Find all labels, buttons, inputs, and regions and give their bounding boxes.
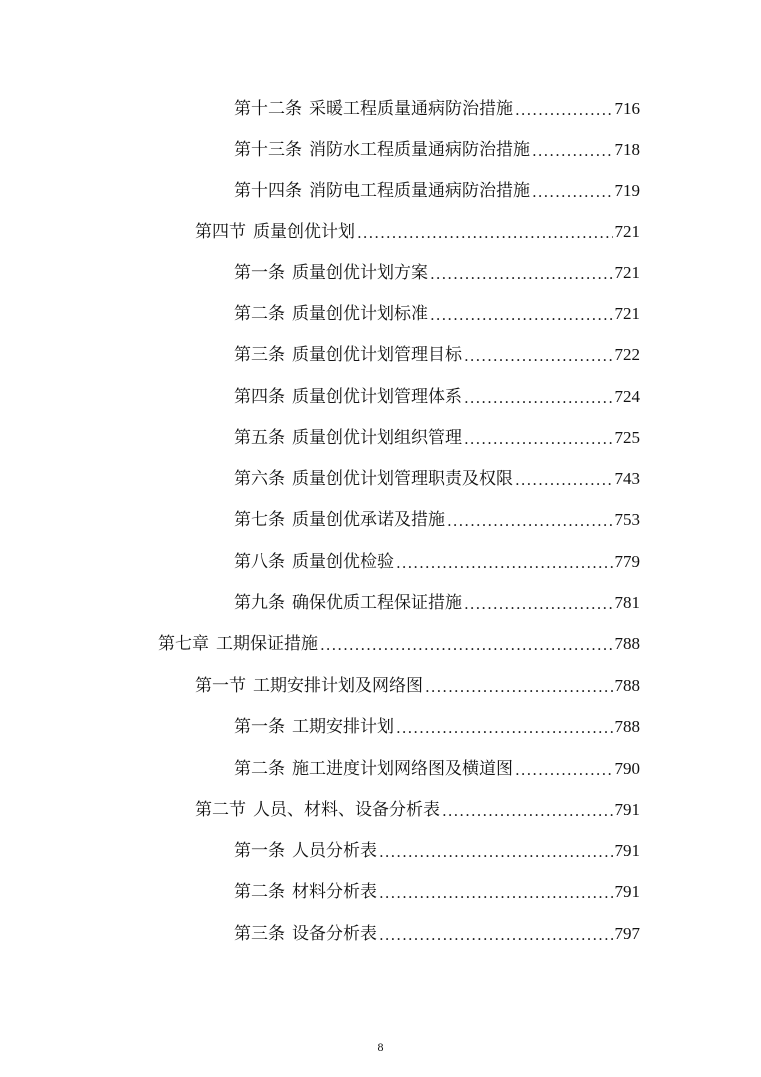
toc-entry-page: 788	[614, 634, 640, 653]
toc-entry-page: 722	[614, 345, 640, 364]
toc-entry-number: 第三条	[234, 345, 285, 365]
toc-entry[interactable]	[234, 588, 640, 614]
toc-entry-title: 采暖工程质量通病防治措施	[309, 99, 513, 119]
dot-leader	[515, 100, 613, 120]
toc-entry-title: 工期安排计划	[292, 717, 394, 737]
dot-leader	[442, 801, 613, 821]
toc-entry-number: 第一条	[234, 717, 285, 737]
toc-entry-page: 743	[614, 469, 640, 488]
toc-entry-page: 724	[614, 387, 640, 406]
toc-entry-number: 第七章	[158, 634, 209, 654]
dot-leader	[430, 264, 613, 284]
dot-leader	[379, 925, 613, 945]
toc-entry-title: 消防水工程质量通病防治措施	[309, 140, 530, 160]
dot-leader	[464, 429, 613, 449]
toc-entry-number: 第一条	[234, 263, 285, 283]
dot-leader	[447, 511, 613, 531]
dot-leader	[532, 182, 613, 202]
toc-entry-title: 质量创优计划管理体系	[292, 387, 462, 407]
toc-entry-number: 第十二条	[234, 99, 302, 119]
toc-entry-title: 质量创优计划组织管理	[292, 428, 462, 448]
toc-entry-number: 第二条	[234, 304, 285, 324]
toc-entry-page: 779	[614, 552, 640, 571]
toc-entry[interactable]	[234, 423, 640, 449]
toc-entry-title: 人员、材料、设备分析表	[253, 800, 440, 820]
toc-entry-number: 第二节	[195, 800, 246, 820]
toc-entry-page: 716	[614, 99, 640, 118]
toc-entry-number: 第六条	[234, 469, 285, 489]
toc-entry-number: 第二条	[234, 882, 285, 902]
toc-entry-title: 材料分析表	[292, 882, 377, 902]
toc-entry-title: 确保优质工程保证措施	[292, 593, 462, 613]
toc-entry-title: 质量创优计划管理职责及权限	[292, 469, 513, 489]
dot-leader	[464, 346, 613, 366]
toc-entry[interactable]	[234, 176, 640, 202]
toc-entry[interactable]	[234, 836, 640, 862]
toc-entry-number: 第二条	[234, 759, 285, 779]
toc-entry-page: 797	[614, 924, 640, 943]
toc-entry-page: 719	[614, 181, 640, 200]
toc-entry[interactable]	[195, 217, 640, 243]
toc-entry-page: 791	[614, 882, 640, 901]
toc-entry-number: 第七条	[234, 510, 285, 530]
toc-entry[interactable]	[234, 919, 640, 945]
toc-entry-number: 第十三条	[234, 140, 302, 160]
toc-entry-page: 721	[614, 222, 640, 241]
toc-entry-title: 设备分析表	[292, 924, 377, 944]
toc-entry-page: 788	[614, 676, 640, 695]
toc-entry[interactable]	[158, 629, 640, 655]
toc-entry-page: 791	[614, 800, 640, 819]
page-number: 8	[377, 1040, 384, 1054]
dot-leader	[396, 718, 613, 738]
toc-entry-number: 第四条	[234, 387, 285, 407]
toc-entry[interactable]	[234, 382, 640, 408]
dot-leader	[430, 305, 613, 325]
toc-entry-title: 质量创优计划标准	[292, 304, 428, 324]
toc-entry-number: 第三条	[234, 924, 285, 944]
toc-entry-number: 第十四条	[234, 181, 302, 201]
toc-entry-title: 质量创优承诺及措施	[292, 510, 445, 530]
toc-entry-title: 质量创优检验	[292, 552, 394, 572]
toc-entry-page: 753	[614, 510, 640, 529]
toc-entry[interactable]	[234, 754, 640, 780]
toc-entry-title: 人员分析表	[292, 841, 377, 861]
toc-entry-title: 质量创优计划管理目标	[292, 345, 462, 365]
dot-leader	[515, 760, 613, 780]
dot-leader	[357, 223, 613, 243]
dot-leader	[320, 635, 613, 655]
toc-entry-number: 第八条	[234, 552, 285, 572]
toc-entry-title: 施工进度计划网络图及横道图	[292, 759, 513, 779]
toc-entry-title: 消防电工程质量通病防治措施	[309, 181, 530, 201]
toc-entry[interactable]	[234, 877, 640, 903]
dot-leader	[379, 842, 613, 862]
toc-entry-number: 第五条	[234, 428, 285, 448]
toc-entry[interactable]	[234, 505, 640, 531]
dot-leader	[396, 553, 613, 573]
toc-entry-number: 第一条	[234, 841, 285, 861]
toc-entry[interactable]	[234, 135, 640, 161]
toc-entry[interactable]	[195, 671, 640, 697]
dot-leader	[464, 388, 613, 408]
toc-entry[interactable]	[234, 464, 640, 490]
toc-entry[interactable]	[195, 795, 640, 821]
toc-entry-page: 718	[614, 140, 640, 159]
dot-leader	[379, 883, 613, 903]
toc-entry-page: 721	[614, 263, 640, 282]
toc-entry-title: 质量创优计划	[253, 222, 355, 242]
toc-entry[interactable]	[234, 258, 640, 284]
toc-entry-page: 725	[614, 428, 640, 447]
toc-entry-title: 工期保证措施	[216, 634, 318, 654]
toc-entry-page: 791	[614, 841, 640, 860]
toc-entry-page: 788	[614, 717, 640, 736]
toc-entry-number: 第四节	[195, 222, 246, 242]
toc-entry[interactable]	[234, 340, 640, 366]
toc-entry[interactable]	[234, 299, 640, 325]
dot-leader	[464, 594, 613, 614]
toc-entry[interactable]	[234, 547, 640, 573]
toc-entry-title: 工期安排计划及网络图	[253, 676, 423, 696]
toc-entry-number: 第九条	[234, 593, 285, 613]
dot-leader	[532, 141, 613, 161]
toc-entry[interactable]	[234, 94, 640, 120]
toc-entry-number: 第一节	[195, 676, 246, 696]
toc-entry-page: 781	[614, 593, 640, 612]
dot-leader	[515, 470, 613, 490]
toc-entry[interactable]	[234, 712, 640, 738]
toc-entry-page: 721	[614, 304, 640, 323]
dot-leader	[425, 677, 613, 697]
toc-entry-title: 质量创优计划方案	[292, 263, 428, 283]
toc-entry-page: 790	[614, 759, 640, 778]
